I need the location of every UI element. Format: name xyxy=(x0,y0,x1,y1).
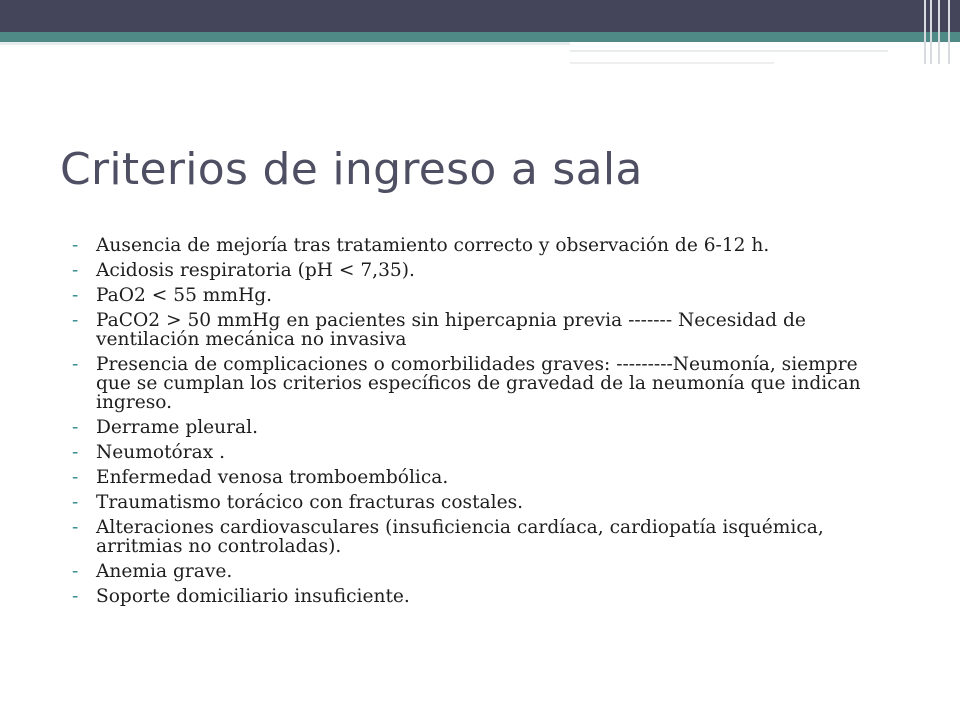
list-item-text: Ausencia de mejoría tras tratamiento correcto y observación de 6-12 h. xyxy=(96,235,770,256)
bullet-dash: - xyxy=(72,492,79,513)
criteria-list xyxy=(72,236,892,612)
bullet-dash: - xyxy=(72,517,79,538)
list-item xyxy=(72,418,892,437)
header-bar xyxy=(0,0,960,32)
decorative-line xyxy=(570,50,888,52)
list-item xyxy=(72,562,892,581)
list-item-text: Traumatismo torácico con fracturas costales. xyxy=(96,492,524,513)
list-item-text: Presencia de complicaciones o comorbilidades graves: ---------Neumonía, siempre que se cumplan los criterios específicos de gravedad de la neumonía que indican ingreso. xyxy=(96,354,861,413)
list-item-text: Soporte domiciliario insuficiente. xyxy=(96,586,410,607)
list-item xyxy=(72,311,892,349)
decorative-line xyxy=(0,42,570,45)
list-item xyxy=(72,493,892,512)
list-item xyxy=(72,261,892,280)
bullet-dash: - xyxy=(72,561,79,582)
bullet-dash: - xyxy=(72,586,79,607)
list-item xyxy=(72,355,892,412)
edge-decoration xyxy=(920,0,960,64)
list-item xyxy=(72,468,892,487)
list-item-text: PaCO2 > 50 mmHg en pacientes sin hipercapnia previa ------- Necesidad de ventilación mecánica no invasiva xyxy=(96,310,806,350)
bullet-dash: - xyxy=(72,417,79,438)
list-item-text: Enfermedad venosa tromboembólica. xyxy=(96,467,449,488)
list-item-text: Acidosis respiratoria (pH < 7,35). xyxy=(96,260,415,281)
list-item-text: Derrame pleural. xyxy=(96,417,258,438)
list-item-text: Anemia grave. xyxy=(96,561,233,582)
list-item xyxy=(72,587,892,606)
bullet-dash: - xyxy=(72,235,79,256)
list-item xyxy=(72,443,892,462)
decorative-line xyxy=(570,62,774,64)
list-item xyxy=(72,236,892,255)
list-item-text: Alteraciones cardiovasculares (insuficiencia cardíaca, cardiopatía isquémica, arritmias no controladas). xyxy=(96,517,824,557)
bullet-dash: - xyxy=(72,310,79,331)
list-item xyxy=(72,286,892,305)
bullet-dash: - xyxy=(72,285,79,306)
accent-band xyxy=(0,32,960,42)
bullet-dash: - xyxy=(72,442,79,463)
list-item-text: PaO2 < 55 mmHg. xyxy=(96,285,273,306)
bullet-dash: - xyxy=(72,467,79,488)
slide-title: Criterios de ingreso a sala xyxy=(60,144,643,195)
bullet-dash: - xyxy=(72,260,79,281)
list-item xyxy=(72,518,892,556)
bullet-dash: - xyxy=(72,354,79,375)
list-item-text: Neumotórax . xyxy=(96,442,226,463)
